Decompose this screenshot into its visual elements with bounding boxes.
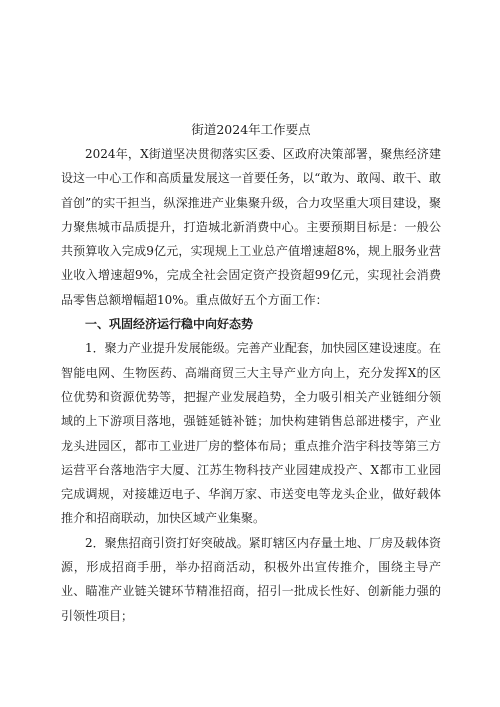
item-paragraph-1: 1．聚力产业提升发展能级。完善产业配套，加快园区建设速度。在智能电网、生物医药、高端商贸三大主导产业方向上，充分发挥X的区位优势和资源优势等，把握产业发展趋势，全力吸引相关产业链细分领域的上下游项目落地，强链延链补链；加快构建销售总部进楼宇，产业龙头进园区，都市工业进厂房的整体布局；重点推介浩宇科技等第三方运营平台落地浩宇大厦、江苏生物科技产业园建成投产、X都市工业园完成调规，对接雄迈电子、华润万家、市送变电等龙头企业，做好载体推介和招商联动，加快区域产业集聚。 [61, 341, 441, 526]
item-paragraph-2: 2．聚焦招商引资打好突破战。紧盯辖区内存量土地、厂房及载体资源，形成招商手册，举办招商活动，积极外出宣传推介，围绕主导产业、瞄准产业链关键环节精准招商，招引一批成长性好、创新能力强的引领性项目； [61, 535, 441, 623]
document-title: 街道2024年工作要点 [191, 122, 311, 137]
section-heading: 一、巩固经济运行稳中向好态势 [85, 317, 254, 332]
document-page [61, 118, 441, 628]
intro-paragraph: 2024年，X街道坚决贯彻落实区委、区政府决策部署，聚焦经济建设这一中心工作和高质量发展这一首要任务，以“敢为、敢闯、敢干、敢首创”的实干担当，纵深推进产业集聚升级，合力攻坚重大项目建设，聚力聚焦城市品质提升，打造城北新消费中心。主要预期目标是：一般公共预算收入完成9亿元，实现规上工业总产值增速超8%，规上服务业营业收入增速超9%，完成全社会固定资产投资超99亿元，实现社会消费品零售总额增幅超10%。重点做好五个方面工作： [61, 147, 441, 307]
